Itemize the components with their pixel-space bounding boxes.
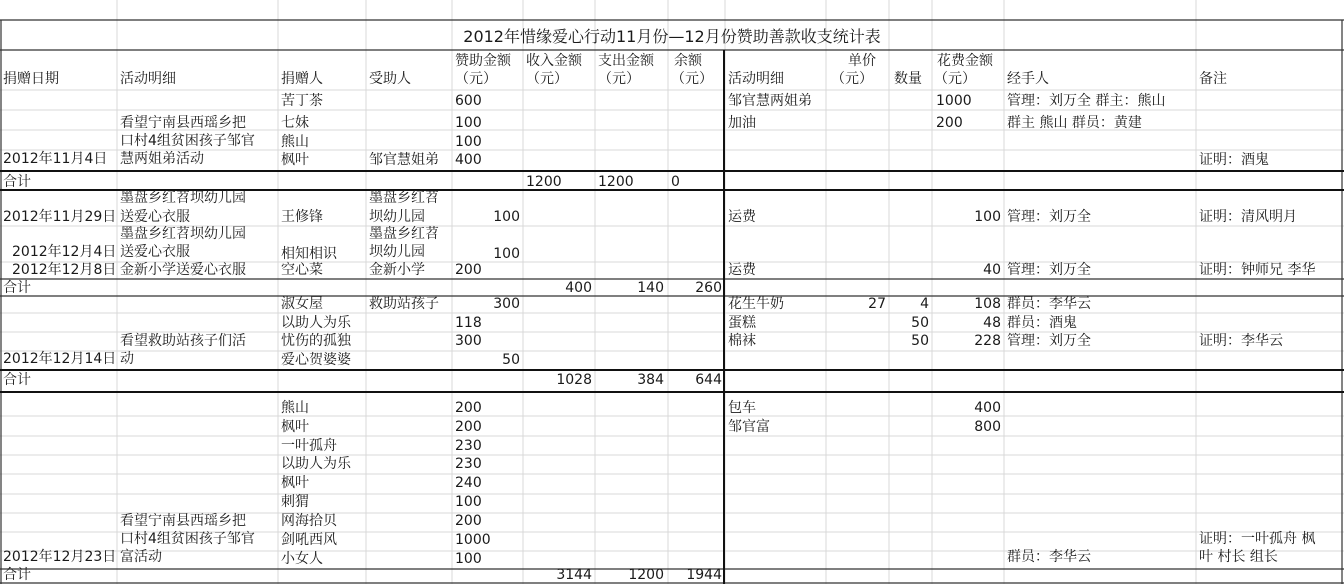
s1-handler-1: 管理：刘万全 群主：熊山	[1007, 93, 1166, 109]
s2-e2-recipient-2: 坝幼儿园	[369, 244, 425, 260]
s3-quantity-2: 50	[911, 315, 929, 331]
header-balance-unit: （元）	[671, 71, 713, 87]
s2-e1-remark: 证明：清风明月	[1199, 209, 1297, 225]
s1-amount-4: 400	[455, 152, 482, 168]
s1-spend-cost-1: 1000	[936, 93, 972, 109]
s2-e1-recipient-2: 坝幼儿园	[369, 209, 425, 225]
s2-e3-donor: 空心菜	[281, 262, 323, 278]
s4-donor-6: 刺猬	[281, 494, 309, 510]
s2-e1-activity-1: 墨盘乡红苕坝幼儿园	[120, 190, 246, 206]
s3-handler-3: 管理：刘万全	[1007, 333, 1091, 349]
header-sponsor-amount: 赞助金额	[455, 53, 511, 69]
s3-total-income: 1028	[556, 372, 592, 388]
s3-amount-3: 300	[455, 333, 482, 349]
s2-e2-activity-2: 送爱心衣服	[120, 244, 190, 260]
s3-recipient: 救助站孩子	[369, 296, 439, 312]
s1-spend-item-1: 邹官慧两姐弟	[728, 93, 812, 109]
s3-donor-3: 忧伤的孤独	[281, 333, 351, 349]
header-unit-price-unit: （元）	[831, 71, 873, 87]
s2-e2-date: 2012年12月4日	[12, 244, 117, 260]
s2-e1-handler: 管理：刘万全	[1007, 209, 1091, 225]
s4-remark-line-2: 叶 村长 组长	[1199, 549, 1278, 565]
s4-amount-3: 230	[455, 438, 482, 454]
s3-quantity-1: 4	[920, 296, 929, 312]
s2-e1-spend-item: 运费	[728, 209, 756, 225]
s4-amount-2: 200	[455, 419, 482, 435]
s1-amount-2: 100	[455, 115, 482, 131]
s1-donor-1: 苦丁茶	[281, 93, 323, 109]
header-income-unit: （元）	[526, 71, 568, 87]
s3-unit-price-1: 27	[868, 296, 886, 312]
s1-total-label: 合计	[3, 174, 31, 190]
s4-donor-7: 网海拾贝	[281, 513, 337, 529]
s2-total-expense: 140	[637, 280, 664, 296]
s3-donor-1: 淑女屋	[281, 296, 323, 312]
s4-total-income: 3144	[556, 567, 592, 583]
s4-spend-item-2: 邹官富	[728, 419, 770, 435]
s4-total-label: 合计	[3, 567, 31, 583]
s3-cost-2: 48	[983, 315, 1001, 331]
s2-total-label: 合计	[3, 280, 31, 296]
header-income: 收入金额	[526, 53, 582, 69]
header-cost-unit: （元）	[934, 71, 976, 87]
s3-handler-2: 群员：酒鬼	[1007, 315, 1077, 331]
header-date: 捐赠日期	[3, 71, 59, 87]
header-remarks: 备注	[1199, 71, 1227, 87]
s4-activity-line-3: 富活动	[120, 549, 162, 565]
s4-donor-5: 枫叶	[281, 475, 309, 491]
s4-amount-4: 230	[455, 456, 482, 472]
s1-activity-line-3: 慧两姐弟活动	[120, 151, 204, 167]
s1-donor-3: 熊山	[281, 134, 309, 150]
s3-amount-2: 118	[455, 315, 482, 331]
s2-e1-activity-2: 送爱心衣服	[120, 209, 190, 225]
s4-donor-8: 剑吼西风	[281, 532, 337, 548]
header-recipient: 受助人	[369, 71, 411, 87]
s2-e1-cost: 100	[974, 209, 1001, 225]
s4-amount-8: 1000	[455, 532, 491, 548]
s3-donor-4: 爱心贺婆婆	[281, 352, 351, 368]
s3-total-balance: 644	[695, 372, 722, 388]
header-expense: 支出金额	[598, 53, 654, 69]
s4-amount-7: 200	[455, 513, 482, 529]
header-handler: 经手人	[1007, 71, 1049, 87]
s1-remark: 证明：酒鬼	[1199, 152, 1269, 168]
s4-amount-6: 100	[455, 494, 482, 510]
s4-amount-1: 200	[455, 400, 482, 416]
s3-donor-2: 以助人为乐	[281, 315, 351, 331]
s1-donor-4: 枫叶	[281, 152, 309, 168]
s4-donor-4: 以助人为乐	[281, 456, 351, 472]
s4-handler: 群员：李华云	[1007, 549, 1091, 565]
s4-amount-5: 240	[455, 475, 482, 491]
s1-spend-item-2: 加油	[728, 115, 756, 131]
s1-amount-3: 100	[455, 134, 482, 150]
s1-spend-cost-2: 200	[936, 115, 963, 131]
s3-quantity-3: 50	[911, 333, 929, 349]
s2-e1-donor: 王修锋	[281, 209, 323, 225]
header-unit-price: 单价	[848, 53, 876, 69]
s3-cost-1: 108	[974, 296, 1001, 312]
s2-e2-donor: 相知相识	[281, 246, 337, 262]
s3-total-label: 合计	[3, 372, 31, 388]
header-activity2: 活动明细	[728, 71, 784, 87]
header-donor: 捐赠人	[281, 71, 323, 87]
s1-handler-2: 群主 熊山 群员：黄建	[1007, 115, 1142, 131]
header-expense-unit: （元）	[598, 71, 640, 87]
s2-e3-remark: 证明：钟师兄 李华	[1199, 262, 1316, 278]
s4-amount-9: 100	[455, 551, 482, 567]
s3-cost-3: 228	[974, 333, 1001, 349]
s3-spend-item-3: 棉袜	[728, 333, 756, 349]
s2-total-income: 400	[565, 280, 592, 296]
s1-donor-2: 七妹	[281, 115, 309, 131]
header-sponsor-unit: （元）	[455, 71, 497, 87]
s3-spend-item-1: 花生牛奶	[728, 296, 784, 312]
s4-cost-2: 800	[974, 419, 1001, 435]
s4-total-expense: 1200	[628, 567, 664, 583]
s3-spend-item-2: 蛋糕	[728, 315, 756, 331]
s4-cost-1: 400	[974, 400, 1001, 416]
s2-e1-amount: 100	[493, 209, 520, 225]
s4-total-balance: 1944	[686, 567, 722, 583]
header-activity: 活动明细	[120, 71, 176, 87]
header-cost: 花费金额	[937, 53, 993, 69]
header-balance: 余额	[674, 53, 702, 69]
s4-activity-line-1: 看望宁南县西瑶乡把	[120, 513, 246, 529]
s3-activity-line-2: 动	[120, 351, 134, 367]
s2-total-balance: 260	[695, 280, 722, 296]
table-title: 2012年惜缘爱心行动11月份—12月份赞助善款收支统计表	[463, 27, 881, 46]
s1-total-balance: 0	[671, 174, 680, 190]
s4-spend-item-1: 包车	[728, 400, 756, 416]
s3-handler-1: 群员：李华云	[1007, 296, 1091, 312]
s2-e3-recipient: 金新小学	[369, 262, 425, 278]
s1-activity-line-1: 看望宁南县西瑶乡把	[120, 115, 246, 131]
s1-activity-line-2: 口村4组贫困孩子邹官	[120, 133, 255, 149]
s2-e2-recipient-1: 墨盘乡红苕	[369, 226, 439, 242]
s3-date: 2012年12月14日	[3, 351, 117, 367]
s3-amount-1: 300	[493, 296, 520, 312]
s2-e2-activity-1: 墨盘乡红苕坝幼儿园	[120, 226, 246, 242]
s2-e2-amount: 100	[493, 246, 520, 262]
s4-donor-2: 枫叶	[281, 419, 309, 435]
s4-remark-line-1: 证明：一叶孤舟 枫	[1199, 531, 1316, 547]
s4-date: 2012年12月23日	[3, 549, 117, 565]
s2-e3-spend-item: 运费	[728, 262, 756, 278]
s1-amount-1: 600	[455, 93, 482, 109]
s4-donor-3: 一叶孤舟	[281, 438, 337, 454]
s2-e3-amount: 200	[455, 262, 482, 278]
s2-e1-date: 2012年11月29日	[3, 209, 117, 225]
s4-activity-line-2: 口村4组贫困孩子邹官	[120, 531, 255, 547]
s3-total-expense: 384	[637, 372, 664, 388]
s2-e3-date: 2012年12月8日	[12, 262, 117, 278]
s4-donor-9: 小女人	[281, 551, 323, 567]
s1-total-income: 1200	[526, 174, 562, 190]
s4-donor-1: 熊山	[281, 400, 309, 416]
s1-total-expense: 1200	[598, 174, 634, 190]
s3-remark: 证明：李华云	[1199, 333, 1283, 349]
s3-amount-4: 50	[502, 352, 520, 368]
s1-recipient: 邹官慧姐弟	[369, 152, 439, 168]
s2-e3-cost: 40	[983, 262, 1001, 278]
s2-e3-activity: 金新小学送爱心衣服	[120, 262, 246, 278]
s1-date: 2012年11月4日	[3, 151, 108, 167]
s3-activity-line-1: 看望救助站孩子们活	[120, 333, 246, 349]
s2-e3-handler: 管理：刘万全	[1007, 262, 1091, 278]
s2-e1-recipient-1: 墨盘乡红苕	[369, 190, 439, 206]
header-quantity: 数量	[894, 71, 922, 87]
